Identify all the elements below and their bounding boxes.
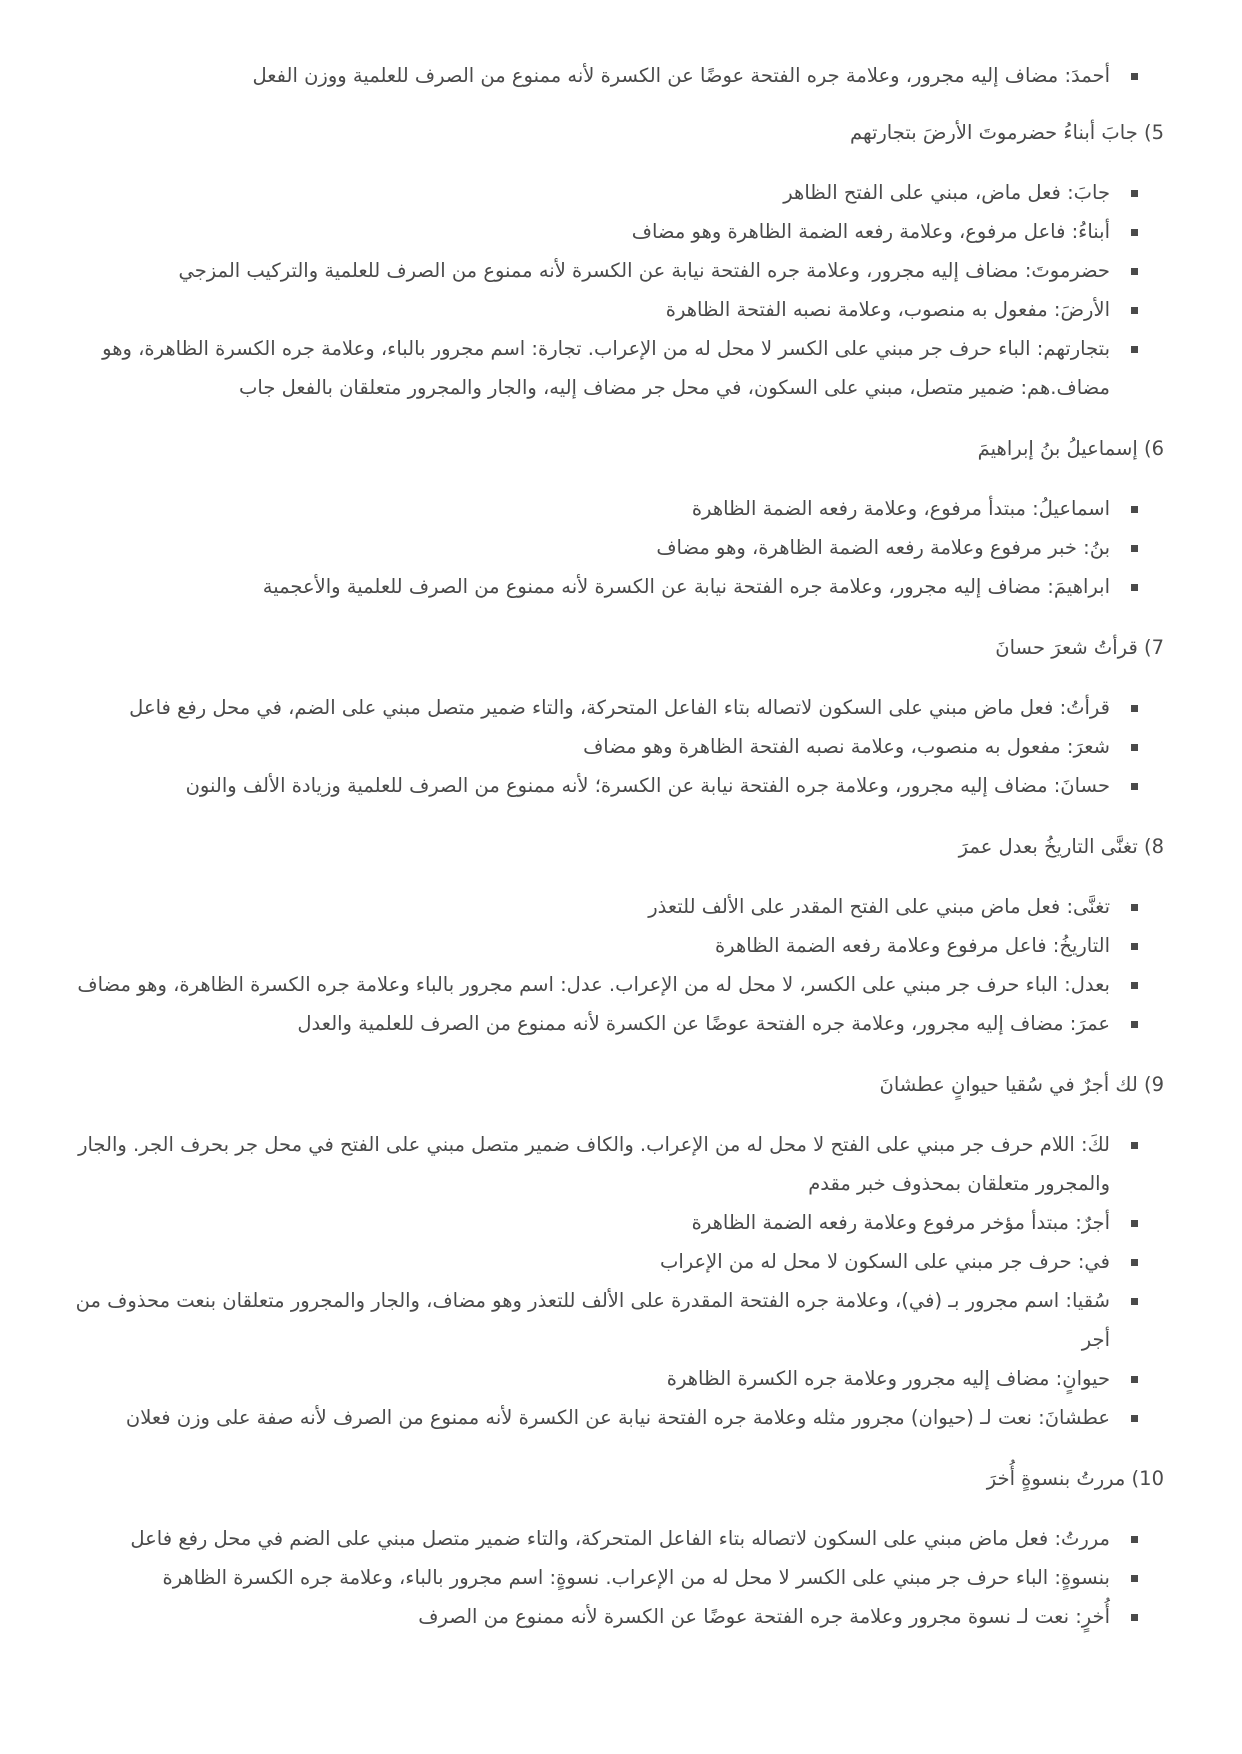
section-9 — [60, 1067, 1164, 1437]
bullet-list — [60, 56, 1164, 95]
square-bullet-icon — [1131, 1614, 1138, 1621]
list-item — [60, 1398, 1138, 1437]
item-text: بتجارتهم: الباء حرف جر مبني على الكسر لا محل له من الإعراب. تجارة: اسم مجرور بالباء، وعلامة جره الكسرة الظاهرة، وهو مضاف.هم: ضمير متصل، مبني على السكون، في محل جر مضاف إليه، والجار والمجرور متعلقان بالفعل جاب — [102, 337, 1110, 399]
square-bullet-icon — [1131, 506, 1138, 513]
list-item — [60, 489, 1138, 528]
square-bullet-icon — [1131, 545, 1138, 552]
list-item — [60, 329, 1138, 407]
list-item — [60, 1242, 1138, 1281]
list-item — [60, 1004, 1138, 1043]
list-item — [60, 567, 1138, 606]
square-bullet-icon — [1131, 943, 1138, 950]
section-4-tail — [60, 56, 1164, 95]
item-text: قرأتُ: فعل ماض مبني على السكون لاتصاله بتاء الفاعل المتحركة، والتاء ضمير متصل مبني على الضم، في محل رفع فاعل — [129, 696, 1110, 719]
square-bullet-icon — [1131, 73, 1138, 80]
item-text: الأرضَ: مفعول به منصوب، وعلامة نصبه الفتحة الظاهرة — [665, 298, 1110, 321]
list-item — [60, 727, 1138, 766]
item-text: جابَ: فعل ماض، مبني على الفتح الظاهر — [783, 181, 1110, 204]
list-item — [60, 688, 1138, 727]
item-text: حيوانٍ: مضاف إليه مجرور وعلامة جره الكسرة الظاهرة — [666, 1367, 1110, 1390]
square-bullet-icon — [1131, 783, 1138, 790]
square-bullet-icon — [1131, 1376, 1138, 1383]
square-bullet-icon — [1131, 1298, 1138, 1305]
list-item — [60, 251, 1138, 290]
square-bullet-icon — [1131, 268, 1138, 275]
square-bullet-icon — [1131, 705, 1138, 712]
sentence-heading: 8) تغنَّى التاريخُ بعدل عمرَ — [958, 835, 1164, 858]
list-item — [60, 1125, 1138, 1203]
item-text: حسانَ: مضاف إليه مجرور، وعلامة جره الفتحة نيابة عن الكسرة؛ لأنه ممنوع من الصرف للعلمية وزيادة الألف والنون — [185, 774, 1110, 797]
bullet-list — [60, 887, 1164, 1043]
sentence-heading: 9) لك أجرٌ في سُقيا حيوانٍ عطشانَ — [879, 1073, 1164, 1096]
square-bullet-icon — [1131, 1415, 1138, 1422]
section-10 — [60, 1461, 1164, 1636]
list-item — [60, 1519, 1138, 1558]
section-7 — [60, 630, 1164, 805]
item-text: مررتُ: فعل ماض مبني على السكون لاتصاله بتاء الفاعل المتحركة، والتاء ضمير متصل مبني على الضم في محل رفع فاعل — [130, 1527, 1110, 1550]
list-item — [60, 173, 1138, 212]
square-bullet-icon — [1131, 1536, 1138, 1543]
item-text: أبناءُ: فاعل مرفوع، وعلامة رفعه الضمة الظاهرة وهو مضاف — [631, 220, 1110, 243]
item-text: بعدل: الباء حرف جر مبني على الكسر، لا محل له من الإعراب. عدل: اسم مجرور بالباء وعلامة جره الكسرة الظاهرة، وهو مضاف — [77, 973, 1110, 996]
item-text: عمرَ: مضاف إليه مجرور، وعلامة جره الفتحة عوضًا عن الكسرة لأنه ممنوع من الصرف للعلمية والعدل — [297, 1012, 1110, 1035]
square-bullet-icon — [1131, 584, 1138, 591]
square-bullet-icon — [1131, 904, 1138, 911]
square-bullet-icon — [1131, 1259, 1138, 1266]
item-text: شعرَ: مفعول به منصوب، وعلامة نصبه الفتحة الظاهرة وهو مضاف — [583, 735, 1110, 758]
list-item — [60, 212, 1138, 251]
square-bullet-icon — [1131, 307, 1138, 314]
sentence-heading: 10) مررتُ بنسوةٍ أُخرَ — [986, 1467, 1164, 1490]
square-bullet-icon — [1131, 982, 1138, 989]
item-text: تغنَّى: فعل ماض مبني على الفتح المقدر على الألف للتعذر — [648, 895, 1110, 918]
section-5 — [60, 115, 1164, 407]
item-text: ابراهيمَ: مضاف إليه مجرور، وعلامة جره الفتحة نيابة عن الكسرة لأنه ممنوع من الصرف للعلمية والأعجمية — [262, 575, 1110, 598]
item-text: في: حرف جر مبني على السكون لا محل له من الإعراب — [659, 1250, 1110, 1273]
item-text: بنسوةٍ: الباء حرف جر مبني على الكسر لا محل له من الإعراب. نسوةٍ: اسم مجرور بالباء، وعلامة جره الكسرة الظاهرة — [162, 1566, 1110, 1589]
square-bullet-icon — [1131, 1575, 1138, 1582]
item-text: لكَ: اللام حرف جر مبني على الفتح لا محل له من الإعراب. والكاف ضمير متصل مبني على الفتح في محل جر بحرف الجر. والجار والمجرور متعلقان بمحذوف خبر مقدم — [78, 1133, 1110, 1195]
square-bullet-icon — [1131, 1142, 1138, 1149]
list-item — [60, 766, 1138, 805]
list-item — [60, 965, 1138, 1004]
list-item — [60, 56, 1138, 95]
list-item — [60, 1359, 1138, 1398]
bullet-list — [60, 1519, 1164, 1636]
item-text: أُخرٍ: نعت لـ نسوة مجرور وعلامة جره الفتحة عوضًا عن الكسرة لأنه ممنوع من الصرف — [418, 1605, 1110, 1628]
sentence-heading: 5) جابَ أبناءُ حضرموتَ الأرضَ بتجارتهم — [850, 121, 1164, 144]
section-8 — [60, 829, 1164, 1043]
item-text: سُقيا: اسم مجرور بـ (في)، وعلامة جره الفتحة المقدرة على الألف للتعذر وهو مضاف، والجار والمجرور متعلقان بنعت محذوف من أجر — [75, 1289, 1110, 1351]
square-bullet-icon — [1131, 190, 1138, 197]
list-item — [60, 1281, 1138, 1359]
bullet-list — [60, 489, 1164, 606]
sentence-heading: 6) إسماعيلُ بنُ إبراهيمَ — [977, 437, 1164, 460]
bullet-list — [60, 1125, 1164, 1437]
square-bullet-icon — [1131, 346, 1138, 353]
item-text: عطشانَ: نعت لـ (حيوان) مجرور مثله وعلامة جره الفتحة نيابة عن الكسرة لأنه ممنوع من الصرف لأنه صفة على وزن فعلان — [125, 1406, 1110, 1429]
item-text: اسماعيلُ: مبتدأ مرفوع، وعلامة رفعه الضمة الظاهرة — [691, 497, 1110, 520]
document-page — [60, 56, 1164, 1660]
item-text: أحمدَ: مضاف إليه مجرور، وعلامة جره الفتحة عوضًا عن الكسرة لأنه ممنوع من الصرف للعلمية ووزن الفعل — [252, 64, 1110, 87]
list-item — [60, 1203, 1138, 1242]
list-item — [60, 528, 1138, 567]
square-bullet-icon — [1131, 1220, 1138, 1227]
list-item — [60, 926, 1138, 965]
item-text: التاريخُ: فاعل مرفوع وعلامة رفعه الضمة الظاهرة — [714, 934, 1110, 957]
list-item — [60, 887, 1138, 926]
square-bullet-icon — [1131, 229, 1138, 236]
bullet-list — [60, 688, 1164, 805]
square-bullet-icon — [1131, 1021, 1138, 1028]
bullet-list — [60, 173, 1164, 407]
list-item — [60, 1597, 1138, 1636]
item-text: أجرٌ: مبتدأ مؤخر مرفوع وعلامة رفعه الضمة الظاهرة — [691, 1211, 1110, 1234]
section-6 — [60, 431, 1164, 606]
list-item — [60, 1558, 1138, 1597]
square-bullet-icon — [1131, 744, 1138, 751]
sentence-heading: 7) قرأتُ شعرَ حسانَ — [995, 636, 1164, 659]
list-item — [60, 290, 1138, 329]
item-text: حضرموتَ: مضاف إليه مجرور، وعلامة جره الفتحة نيابة عن الكسرة لأنه ممنوع من الصرف للعلمية والتركيب المزجي — [178, 259, 1110, 282]
item-text: بنُ: خبر مرفوع وعلامة رفعه الضمة الظاهرة، وهو مضاف — [656, 536, 1110, 559]
